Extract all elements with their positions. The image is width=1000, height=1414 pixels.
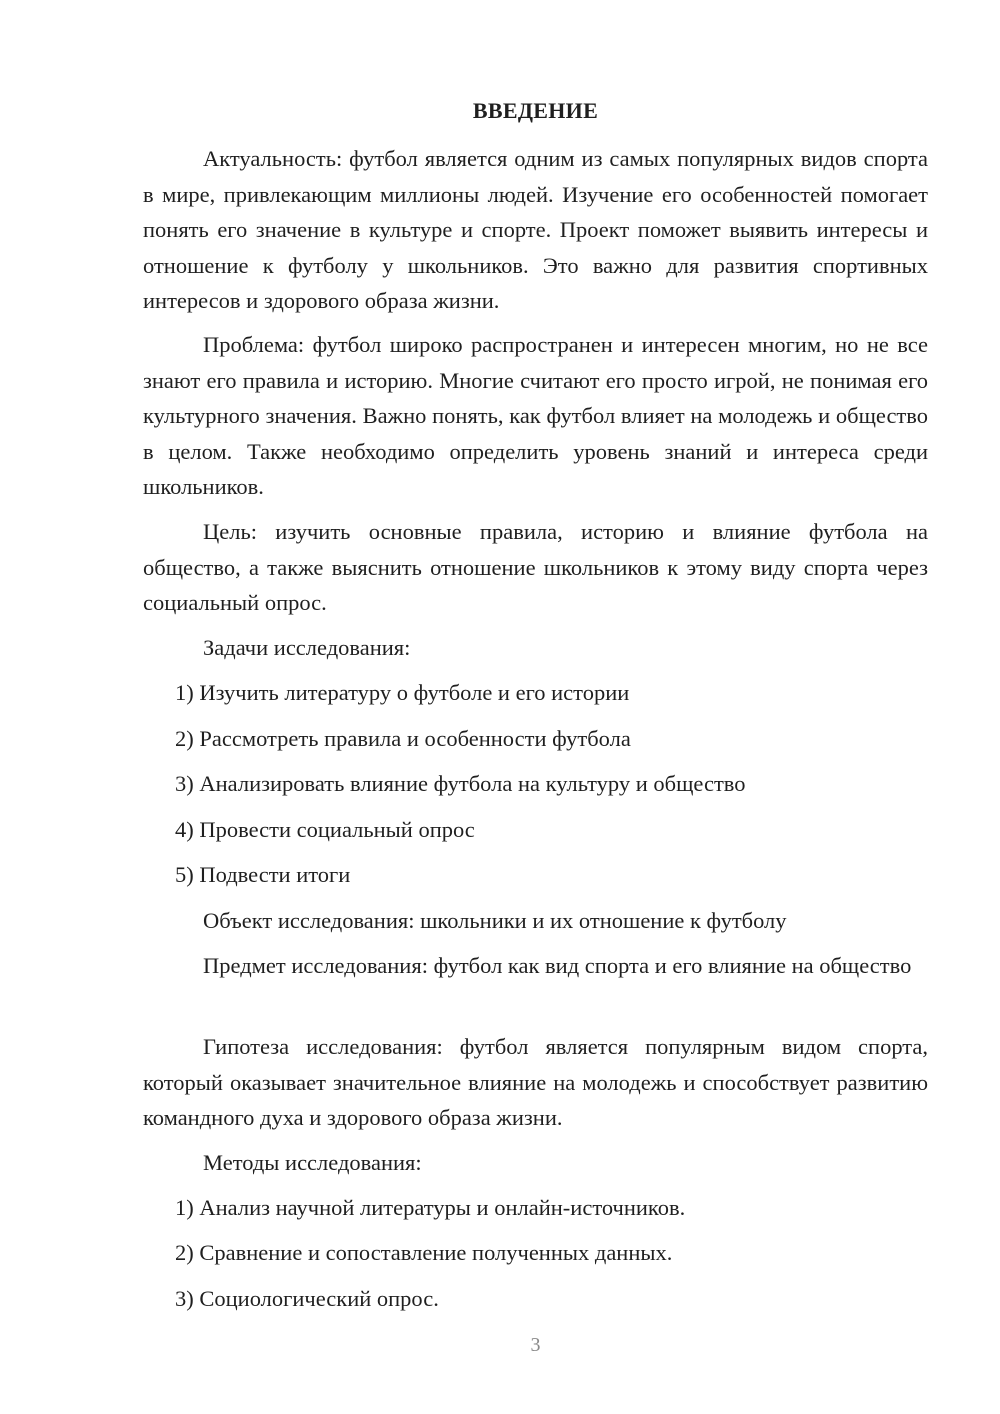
subject-paragraph: Предмет исследования: футбол как вид спорта и его влияние на общество	[203, 953, 912, 978]
task-item-4: 4) Провести социальный опрос	[175, 817, 475, 842]
hypothesis-paragraph: Гипотеза исследования: футбол является популярным видом спорта, который оказывает значительное влияние на молодежь и способствует развитию командного духа и здорового образа жизни.	[143, 1034, 928, 1130]
tasks-heading: Задачи исследования:	[203, 635, 411, 660]
methods-heading: Методы исследования:	[203, 1150, 422, 1175]
document-page	[143, 0, 928, 1414]
method-item-3: 3) Социологический опрос.	[175, 1286, 439, 1311]
task-item-5: 5) Подвести итоги	[175, 862, 351, 887]
method-item-1: 1) Анализ научной литературы и онлайн-источников.	[175, 1195, 686, 1220]
relevance-paragraph: Актуальность: футбол является одним из самых популярных видов спорта в мире, привлекающим миллионы людей. Изучение его особенностей помогает понять его значение в культуре и спорте. Проект поможет выявить интересы и отношение к футболу у школьников. Это важно для развития спортивных интересов и здорового образа жизни.	[143, 146, 928, 313]
page-title: ВВЕДЕНИЕ	[472, 98, 599, 123]
task-item-1: 1) Изучить литературу о футболе и его истории	[175, 680, 630, 705]
object-line: Объект исследования: школьники и их отношение к футболу	[203, 908, 787, 933]
task-item-2: 2) Рассмотреть правила и особенности футбола	[175, 726, 631, 751]
goal-paragraph: Цель: изучить основные правила, историю и влияние футбола на общество, а также выяснить отношение школьников к этому виду спорта через социальный опрос.	[143, 519, 928, 615]
page-number: 3	[530, 1334, 541, 1356]
problem-paragraph: Проблема: футбол широко распространен и интересен многим, но не все знают его правила и историю. Многие считают его просто игрой, не понимая его культурного значения. Важно понять, как футбол влияет на молодежь и общество в целом. Также необходимо определить уровень знаний и интереса среди школьников.	[143, 332, 928, 499]
method-item-2: 2) Сравнение и сопоставление полученных данных.	[175, 1240, 673, 1265]
task-item-3: 3) Анализировать влияние футбола на культуру и общество	[175, 771, 746, 796]
